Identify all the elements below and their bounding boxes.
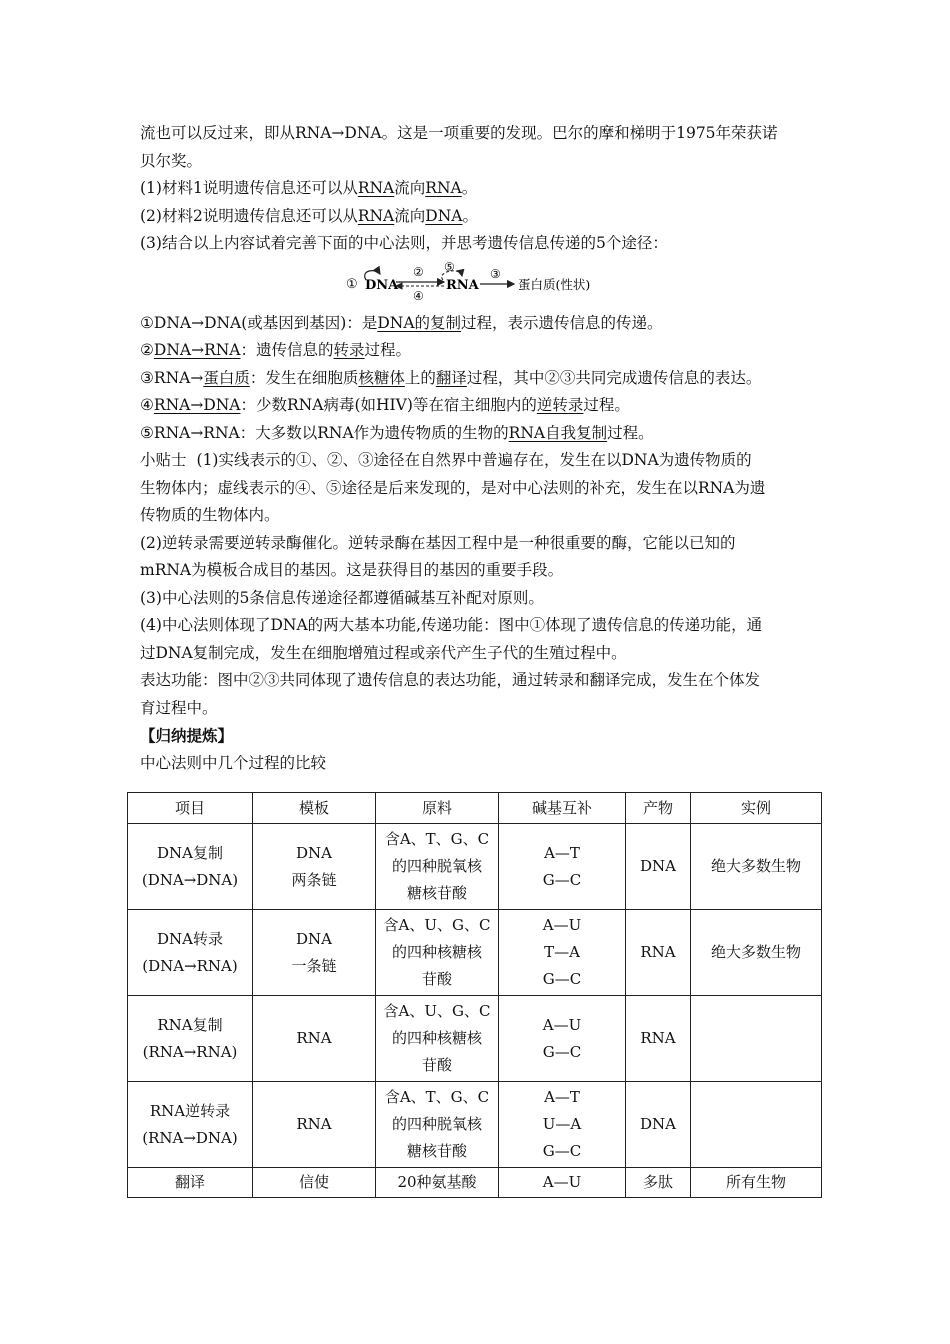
central-dogma-diagram (140, 258, 830, 310)
cell-product: DNA (626, 824, 691, 910)
tip-2: (2)逆转录需要逆转录酶催化。逆转录酶在基因工程中是一种很重要的酶，它能以已知的 (140, 533, 736, 552)
col-header: 项目 (128, 793, 253, 824)
table-row (128, 824, 822, 910)
label-4: ④ (413, 288, 424, 303)
dna-node: DNA (365, 277, 399, 293)
cell-product: DNA (626, 1082, 691, 1168)
cell-template: 信使 (253, 1168, 376, 1198)
tip-5: 表达功能：图中②③共同体现了遗传信息的表达功能，通过转录和翻译完成，发生在个体发 (140, 671, 761, 689)
answer-blank: RNA (425, 179, 462, 197)
summary-subtitle: 中心法则中几个过程的比较 (140, 753, 327, 772)
tip-text: 育过程中。 (140, 698, 218, 717)
answer-blank: DNA (425, 206, 463, 225)
tip-text: 生物体内；虚线表示的④、⑤途径是后来发现的，是对中心法则的补充，发生在以RNA为遗 (140, 478, 766, 497)
cell-material: 20种氨基酸 (376, 1168, 499, 1198)
rna-node: RNA (446, 277, 479, 293)
intro-line: 贝尔奖。 (140, 151, 203, 170)
cell-item: DNA复制 (DNA→DNA) (128, 824, 253, 910)
summary-heading: 【归纳提炼】 (140, 726, 234, 745)
cell-template: DNA 两条链 (253, 824, 376, 910)
cell-material: 含A、T、G、C 的四种脱氧核 糖核苷酸 (376, 824, 499, 910)
tip-3: (3)中心法则的5条信息传递途径都遵循碱基互补配对原则。 (140, 588, 544, 607)
pathway-2: ②DNA→RNA：遗传信息的转录过程。 (140, 341, 412, 359)
cell-material: 含A、T、G、C 的四种脱氧核 糖核苷酸 (376, 1082, 499, 1168)
cell-example: 所有生物 (691, 1168, 822, 1198)
pathway-3: ③RNA→蛋白质：发生在细胞质核糖体上的翻译过程，其中②③共同完成遗传信息的表达。 (140, 368, 762, 387)
answer-blank: RNA (357, 206, 395, 225)
label-1: ① (346, 276, 358, 292)
cell-material: 含A、U、G、C 的四种核糖核 苷酸 (376, 996, 499, 1082)
cell-pairing: A—T U—A G—C (499, 1082, 626, 1168)
label-2: ② (413, 264, 424, 279)
tip-text: mRNA为模板合成目的基因。这是获得目的基因的重要手段。 (140, 561, 564, 579)
tip-1: 小贴士 (1)实线表示的①、②、③途径在自然界中普遍存在，发生在以DNA为遗传物质的 (140, 451, 752, 469)
cell-item: RNA复制 (RNA→RNA) (128, 996, 253, 1082)
answer-blank: RNA (357, 179, 395, 197)
question-1: (1)材料1说明遗传信息还可以从RNA流向RNA。 (140, 179, 478, 197)
comparison-table (127, 792, 822, 1198)
table-row (128, 910, 822, 996)
question-2: (2)材料2说明遗传信息还可以从RNA流向DNA。 (140, 206, 478, 225)
cell-example: 绝大多数生物 (691, 910, 822, 996)
intro-line: 流也可以反过来，即从RNA→DNA。这是一项重要的发现。巴尔的摩和梯明于1975年荣获诺 (140, 124, 778, 142)
col-header: 实例 (691, 793, 822, 824)
pathway-4: ④RNA→DNA：少数RNA病毒(如HIV)等在宿主细胞内的逆转录过程。 (140, 396, 630, 414)
table-row (128, 1082, 822, 1168)
cell-pairing: A—T G—C (499, 824, 626, 910)
cell-example (691, 1082, 822, 1168)
cell-example (691, 996, 822, 1082)
cell-product: RNA (626, 996, 691, 1082)
document-body (140, 120, 830, 777)
pathway-1: ①DNA→DNA(或基因到基因)：是DNA的复制过程，表示遗传信息的传递。 (140, 313, 663, 332)
protein-node: 蛋白质(性状) (518, 276, 591, 292)
cell-pairing: A—U G—C (499, 996, 626, 1082)
pathway-5: ⑤RNA→RNA：大多数以RNA作为遗传物质的生物的RNA自我复制过程。 (140, 423, 654, 442)
cell-item: RNA逆转录 (RNA→DNA) (128, 1082, 253, 1168)
cell-item: 翻译 (128, 1168, 253, 1198)
cell-item: DNA转录 (DNA→RNA) (128, 910, 253, 996)
cell-example: 绝大多数生物 (691, 824, 822, 910)
cell-template: DNA 一条链 (253, 910, 376, 996)
tip-text: 传物质的生物体内。 (140, 506, 280, 524)
cell-template: RNA (253, 996, 376, 1082)
tip-text: 过DNA复制完成，发生在细胞增殖过程或亲代产生子代的生殖过程中。 (140, 643, 627, 662)
table-header-row (128, 793, 822, 824)
col-header: 模板 (253, 793, 376, 824)
cell-material: 含A、U、G、C 的四种核糖核 苷酸 (376, 910, 499, 996)
cell-pairing: A—U T—A G—C (499, 910, 626, 996)
question-3: (3)结合以上内容试着完善下面的中心法则，并思考遗传信息传递的5个途径： (140, 234, 668, 252)
cell-product: 多肽 (626, 1168, 691, 1198)
table-row (128, 1168, 822, 1198)
tip-label: 小贴士 (140, 451, 187, 469)
col-header: 原料 (376, 793, 499, 824)
tip-4: (4)中心法则体现了DNA的两大基本功能,传递功能：图中①体现了遗传信息的传递功能，通 (140, 616, 763, 634)
label-5: ⑤ (444, 259, 455, 274)
cell-product: RNA (626, 910, 691, 996)
cell-template: RNA (253, 1082, 376, 1168)
col-header: 产物 (626, 793, 691, 824)
col-header: 碱基互补 (499, 793, 626, 824)
table-row (128, 996, 822, 1082)
label-3: ③ (490, 266, 501, 281)
cell-pairing: A—U (499, 1168, 626, 1198)
